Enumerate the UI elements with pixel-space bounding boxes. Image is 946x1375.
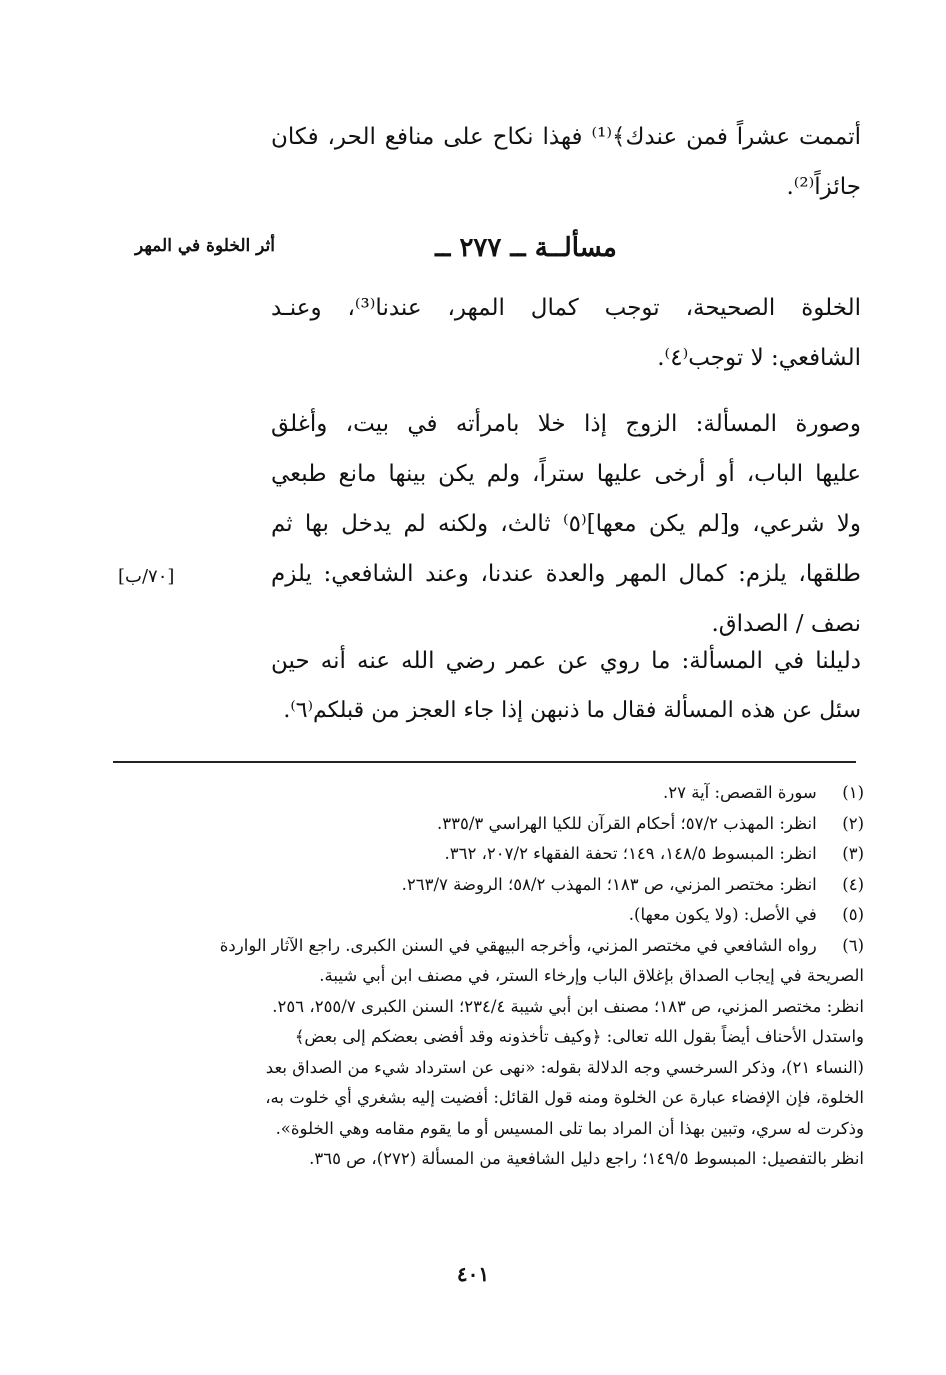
footnote-text: رواه الشافعي في مختصر المزني، وأخرجه البيهقي في السنن الكبرى. راجع الآثار الواردة xyxy=(219,935,817,955)
footnote-text: سورة القصص: آية ٢٧. xyxy=(663,783,817,802)
text-line: عليها الباب، أو أرخى عليها ستراً، ولم يكن بينها مانع طبعي xyxy=(271,461,861,487)
footnotes xyxy=(109,778,864,1175)
footnote-text: في الأصل: (ولا يكون معها). xyxy=(628,905,817,924)
footnote xyxy=(109,900,864,931)
footnote-continuation-line: انظر: مختصر المزني، ص ١٨٣؛ مصنف ابن أبي شيبة ٢٣٤/٤؛ السنن الكبرى ٢٥٥/٧، ٢٥٦. xyxy=(272,996,864,1016)
footnote-number: (٥) xyxy=(842,905,864,924)
text-line: الشافعي: لا توجب⁽٤⁾. xyxy=(657,345,861,371)
text-line: جائزاً⁽²⁾. xyxy=(786,174,861,200)
footnote-continuation-line: الخلوة، فإن الإفضاء عبارة عن الخلوة ومنه قول القائل: أفضيت إليه بشغري أي خلوت به، xyxy=(265,1088,864,1107)
text-line: الخلوة الصحيحة، توجب كمال المهر، عندنا⁽³⁾، وعنـد xyxy=(271,295,861,321)
footnote-text: انظر: مختصر المزني، ص ١٨٣؛ المهذب ٥٨/٢؛ الروضة ٢٦٣/٧. xyxy=(401,874,817,894)
issue-paragraph xyxy=(271,283,861,383)
evidence-paragraph xyxy=(271,636,861,736)
text-line: وصورة المسألة: الزوج إذا خلا بامرأته في بيت، وأغلق xyxy=(271,411,861,437)
form-paragraph xyxy=(271,399,861,649)
footnote-text: انظر: المهذب ٥٧/٢؛ أحكام القرآن للكيا الهراسي ٣٣٥/٣. xyxy=(437,813,817,833)
footnote-divider xyxy=(113,761,856,763)
footnote xyxy=(109,778,864,809)
footnote-continuation-line: انظر بالتفصيل: المبسوط ١٤٩/٥؛ راجع دليل الشافعية من المسألة (٢٧٢)، ص ٣٦٥. xyxy=(309,1149,864,1168)
footnote-number: (٦) xyxy=(842,935,864,955)
side-title: أثر الخلوة في المهر xyxy=(134,236,275,256)
footnote-continuation-line: وذكرت له سري، وتبين بهذا أن المراد بما تلى المسيس أو ما يقوم مقامه وهي الخلوة». xyxy=(275,1118,864,1138)
footnote-number: (٣) xyxy=(842,844,864,863)
top-paragraph xyxy=(271,112,861,212)
footnote xyxy=(109,931,864,962)
text-line: ولا شرعي، و[لم يكن معها]⁽٥⁾ ثالث، ولكنه لم يدخل بها ثم xyxy=(271,511,861,537)
footnote-continuation-line: (النساء ٢١)، وذكر السرخسي وجه الدلالة بقوله: «نهى عن استرداد شيء من الصداق بعد xyxy=(265,1057,864,1077)
footnote xyxy=(109,870,864,901)
page-number: ٤٠١ xyxy=(456,1262,490,1286)
footnote-number: (٢) xyxy=(842,813,864,833)
footnote-continuation-line: واستدل الأحناف أيضاً بقول الله تعالى: ﴿وكيف تأخذونه وقد أفضى بعضكم إلى بعض﴾ xyxy=(294,1027,864,1046)
issue-heading: مسألــة ــ ٢٧٧ ــ xyxy=(435,233,617,263)
footnote-continuation-line: الصريحة في إيجاب الصداق بإغلاق الباب وإرخاء الستر، في مصنف ابن أبي شيبة. xyxy=(319,966,864,985)
text-line: أتممت عشراً فمن عندك﴾⁽¹⁾ فهذا نكاح على منافع الحر، فكان xyxy=(271,124,861,150)
footnote-number: (٤) xyxy=(842,874,864,894)
footnote-text: انظر: المبسوط ١٤٨/٥، ١٤٩؛ تحفة الفقهاء ٢٠٧/٢، ٣٦٢. xyxy=(444,844,817,863)
text-line: طلقها، يلزم: كمال المهر والعدة عندنا، وعند الشافعي: يلزم xyxy=(271,561,861,587)
footnote xyxy=(109,839,864,870)
manuscript-folio-ref: [٧٠/ب] xyxy=(118,566,175,587)
footnote xyxy=(109,809,864,840)
text-line: دليلنا في المسألة: ما روي عن عمر رضي الله عنه أنه حين xyxy=(271,648,861,674)
text-line: سئل عن هذه المسألة فقال ما ذنبهن إذا جاء العجز من قبلكم⁽٦⁾. xyxy=(283,698,861,723)
text-line: نصف / الصداق. xyxy=(711,611,861,637)
footnote-number: (١) xyxy=(842,783,864,802)
